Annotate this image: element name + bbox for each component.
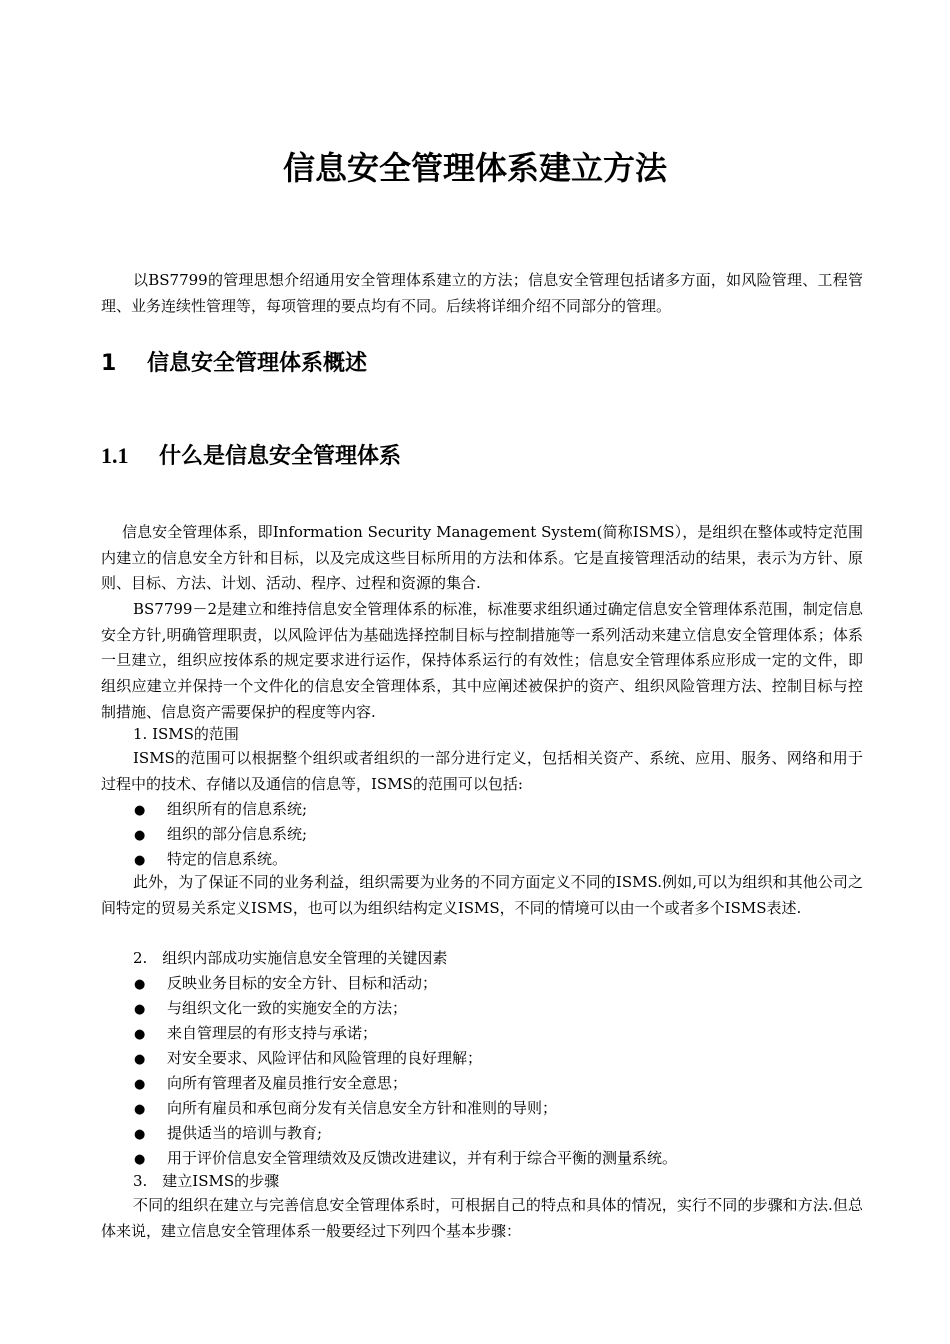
section-1-heading <box>101 348 367 380</box>
bullet-icon: ● <box>134 853 146 868</box>
bs7799-paragraph: BS7799－2是建立和维持信息安全管理体系的标准，标准要求组织通过确定信息安全管理体系范围，制定信息安全方针,明确管理职责，以风险评估为基础选择控制目标与控制措施等一系列活动来建立信息安全管理体系；体系一旦建立，组织应按体系的规定要求进行运作，保持体系运行的有效性；信息安全管理体系应形成一定的文件，即组织应建立并保持一个文件化的信息安全管理体系，其中应阐述被保护的资产、组织风险管理方法、控制目标与控制措施、信息资产需要保护的程度等内容. <box>101 600 863 721</box>
section-1-1-heading <box>101 440 401 473</box>
item-3-paragraph: 不同的组织在建立与完善信息安全管理体系时，可根据自己的特点和具体的情况，实行不同的步骤和方法.但总体来说，建立信息安全管理体系一般要经过下列四个基本步骤： <box>101 1196 863 1240</box>
item-2-heading: 2. 组织内部成功实施信息安全管理的关键因素 <box>133 949 448 967</box>
list-item: ● 对安全要求、风险评估和风险管理的良好理解； <box>134 1047 482 1071</box>
document-title: 信息安全管理体系建立方法 <box>282 149 667 187</box>
list-item: ● 反映业务目标的安全方针、目标和活动； <box>134 972 437 996</box>
list-item: ● 用于评价信息安全管理绩效及反馈改进建议，并有利于综合平衡的测量系统。 <box>134 1147 677 1171</box>
item-3-heading: 3. 建立ISMS的步骤 <box>133 1172 280 1190</box>
list-item: ● 向所有雇员和承包商分发有关信息安全方针和准则的导则； <box>134 1097 557 1121</box>
list-item: ● 提供适当的培训与教育; <box>134 1122 322 1146</box>
list-item: ● 组织的部分信息系统; <box>134 823 307 847</box>
list-item: ● 特定的信息系统。 <box>134 848 287 872</box>
section-1-1-title: 什么是信息安全管理体系 <box>159 444 402 469</box>
bullet-icon: ● <box>134 1077 146 1092</box>
bullet-icon: ● <box>134 1002 146 1017</box>
bullet-icon: ● <box>134 1027 146 1042</box>
section-1-1-number: 1.1 <box>101 443 129 468</box>
list-item: ● 组织所有的信息系统; <box>134 798 307 822</box>
list-item: ● 向所有管理者及雇员推行安全意思； <box>134 1072 407 1096</box>
bullet-icon: ● <box>134 828 146 843</box>
bullet-icon: ● <box>134 1127 146 1142</box>
intro-paragraph: 以BS7799的管理思想介绍通用安全管理体系建立的方法；信息安全管理包括诸多方面，如风险管理、工程管理、业务连续性管理等，每项管理的要点均有不同。后续将详细介绍不同部分的管理。 <box>101 271 863 315</box>
isms-definition-paragraph: 信息安全管理体系，即Information Security Management System(简称ISMS），是组织在整体或特定范围内建立的信息安全方针和目标，以及完成这些目标所用的方法和体系。它是直接管理活动的结果，表示为方针、原则、目标、方法、计划、活动、程序、过程和资源的集合. <box>101 523 863 593</box>
item-1-paragraph-2: 此外，为了保证不同的业务利益，组织需要为业务的不同方面定义不同的ISMS.例如,可以为组织和其他公司之间特定的贸易关系定义ISMS，也可以为组织结构定义ISMS，不同的情境可以由一个或者多个ISMS表述. <box>101 873 863 917</box>
bullet-icon: ● <box>134 977 146 992</box>
section-1-number: 1 <box>101 351 117 376</box>
bullet-icon: ● <box>134 1052 146 1067</box>
bullet-icon: ● <box>134 1152 146 1167</box>
section-1-title: 信息安全管理体系概述 <box>147 351 368 376</box>
bullet-icon: ● <box>134 803 146 818</box>
item-1-paragraph: ISMS的范围可以根据整个组织或者组织的一部分进行定义，包括相关资产、系统、应用、服务、网络和用于过程中的技术、存储以及通信的信息等，ISMS的范围可以包括: <box>101 749 863 793</box>
list-item: ● 与组织文化一致的实施安全的方法； <box>134 997 407 1021</box>
bullet-icon: ● <box>134 1102 146 1117</box>
list-item: ● 来自管理层的有形支持与承诺； <box>134 1022 377 1046</box>
item-1-heading: 1. ISMS的范围 <box>133 725 239 743</box>
